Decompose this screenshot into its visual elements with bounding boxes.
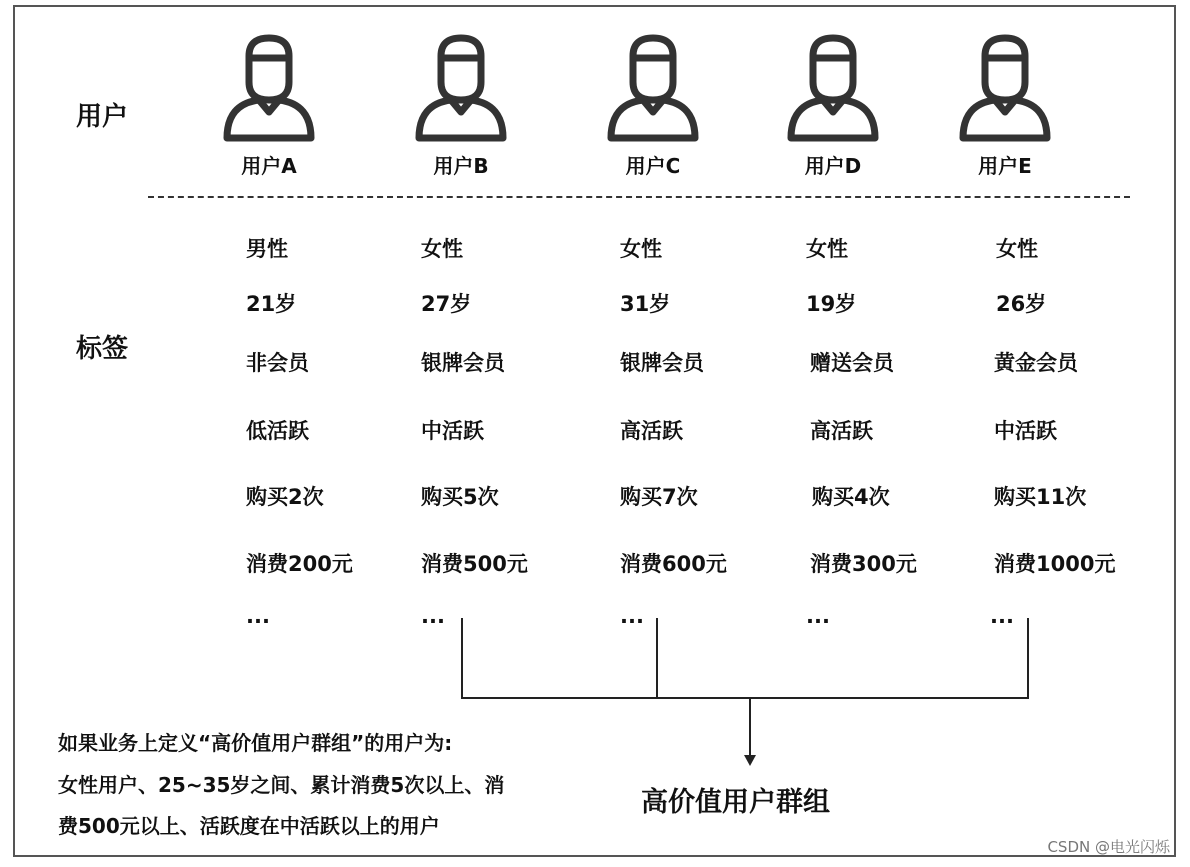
definition-line-2: 女性用户、25~35岁之间、累计消费5次以上、消 xyxy=(58,773,505,797)
user-c-tag-activity: 高活跃 xyxy=(620,419,683,443)
tags-section-label: 标签 xyxy=(76,334,129,364)
user-a-tag-purchases: 购买2次 xyxy=(246,485,324,509)
user-c-name: 用户C xyxy=(625,154,681,178)
high-value-group-label: 高价值用户群组 xyxy=(641,787,830,818)
connector-user-e xyxy=(1027,618,1029,699)
user-c-tag-purchases: 购买7次 xyxy=(620,485,698,509)
connector-user-c xyxy=(656,618,658,699)
user-b-tag-purchases: 购买5次 xyxy=(421,485,499,509)
user-b-tag-activity: 中活跃 xyxy=(421,419,484,443)
watermark: CSDN @电光闪烁 xyxy=(1047,838,1170,856)
user-d-tag-gender: 女性 xyxy=(806,237,848,261)
user-d-tag-more: ... xyxy=(806,604,830,628)
user-b-tag-age: 27岁 xyxy=(421,292,472,316)
user-b-tag-membership: 银牌会员 xyxy=(421,351,505,375)
user-d-tag-activity: 高活跃 xyxy=(810,419,873,443)
user-e-tag-gender: 女性 xyxy=(996,237,1038,261)
user-a-tag-more: ... xyxy=(246,604,270,628)
user-e-tag-purchases: 购买11次 xyxy=(994,485,1087,509)
connector-down xyxy=(749,697,751,757)
user-e-name: 用户E xyxy=(978,154,1032,178)
definition-line-1: 如果业务上定义“高价值用户群组”的用户为: xyxy=(58,731,453,755)
user-d-tag-spending: 消费300元 xyxy=(810,552,917,576)
user-e-tag-age: 26岁 xyxy=(996,292,1047,316)
arrow-down-icon xyxy=(744,755,756,767)
user-a-tag-membership: 非会员 xyxy=(246,351,309,375)
user-a-tag-gender: 男性 xyxy=(246,237,288,261)
dashed-divider xyxy=(148,196,1130,198)
user-a-icon xyxy=(221,34,317,142)
user-c-tag-membership: 银牌会员 xyxy=(620,351,704,375)
user-b-icon xyxy=(413,34,509,142)
user-c-icon xyxy=(605,34,701,142)
definition-line-3: 费500元以上、活跃度在中活跃以上的用户 xyxy=(58,814,440,838)
user-a-name: 用户A xyxy=(241,154,297,178)
user-a-tag-activity: 低活跃 xyxy=(246,419,309,443)
user-c-tag-more: ... xyxy=(620,604,644,628)
user-b-tag-more: ... xyxy=(421,604,445,628)
user-e-tag-spending: 消费1000元 xyxy=(994,552,1116,576)
user-b-tag-gender: 女性 xyxy=(421,237,463,261)
connector-horizontal xyxy=(461,697,1029,699)
user-d-tag-membership: 赠送会员 xyxy=(810,351,894,375)
user-c-tag-gender: 女性 xyxy=(620,237,662,261)
user-a-tag-age: 21岁 xyxy=(246,292,297,316)
user-d-tag-purchases: 购买4次 xyxy=(812,485,890,509)
user-d-tag-age: 19岁 xyxy=(806,292,857,316)
user-e-icon xyxy=(957,34,1053,142)
user-c-tag-spending: 消费600元 xyxy=(620,552,727,576)
users-section-label: 用户 xyxy=(76,102,129,132)
user-c-tag-age: 31岁 xyxy=(620,292,671,316)
connector-user-b xyxy=(461,618,463,699)
user-e-tag-activity: 中活跃 xyxy=(994,419,1057,443)
user-a-tag-spending: 消费200元 xyxy=(246,552,353,576)
user-e-tag-more: ... xyxy=(990,604,1014,628)
user-b-tag-spending: 消费500元 xyxy=(421,552,528,576)
user-d-icon xyxy=(785,34,881,142)
user-e-tag-membership: 黄金会员 xyxy=(994,351,1078,375)
user-d-name: 用户D xyxy=(804,154,862,178)
user-b-name: 用户B xyxy=(433,154,489,178)
